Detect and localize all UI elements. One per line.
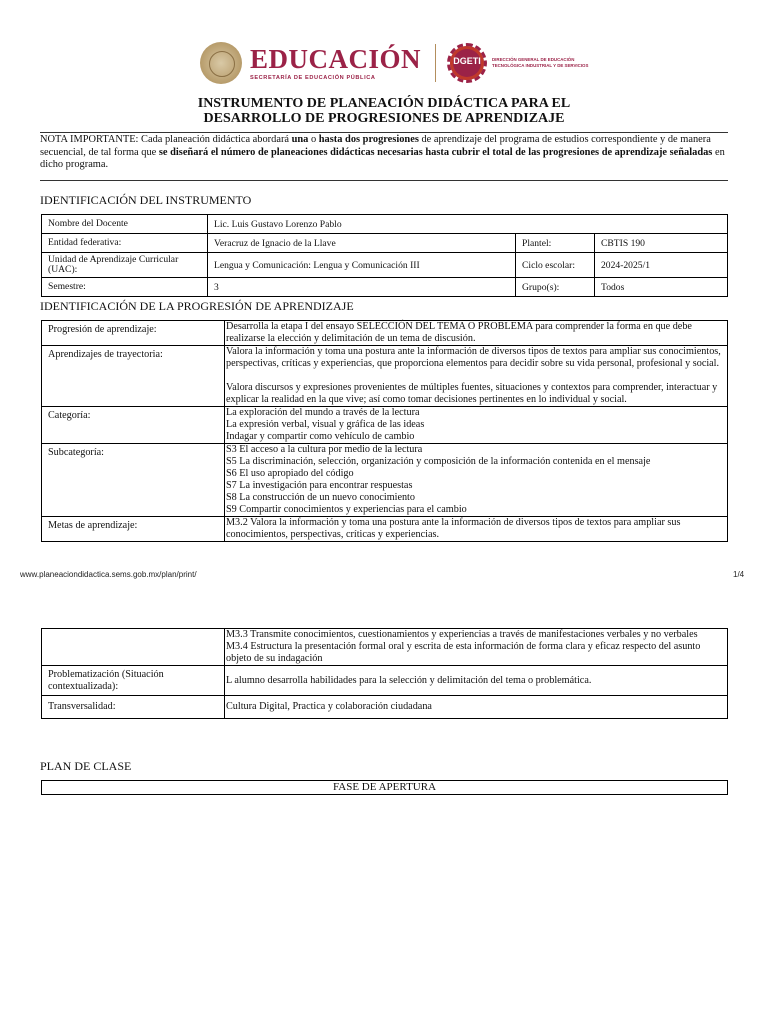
mexico-seal-icon — [200, 42, 242, 84]
entidad-value: Veracruz de Ignacio de la Llave — [208, 234, 516, 253]
uac-label: Unidad de Aprendizaje Curricular (UAC): — [42, 253, 208, 278]
metas-label-continued — [42, 629, 225, 666]
footer-url: www.planeaciondidactica.sems.gob.mx/plan/print/ — [20, 570, 197, 579]
table-row — [42, 321, 728, 346]
problematizacion-value: L alumno desarrolla habilidades para la selección y delimitación del tema o problemática. — [225, 666, 728, 696]
dgeti-gear-icon — [450, 46, 484, 80]
grupo-value: Todos — [595, 278, 728, 297]
metas-value-m32: M3.2 Valora la información y toma una postura ante la información de diversos tipos de textos para ampliar sus conocimientos, perspectivas, críticas y experiencias. — [225, 517, 728, 542]
subcategoria-item: S3 El acceso a la cultura por medio de la lectura — [226, 444, 423, 455]
progression-table-continued — [41, 628, 728, 719]
subcategoria-value — [225, 444, 728, 517]
section-identificacion-progresion: IDENTIFICACIÓN DE LA PROGRESIÓN DE APRENDIZAJE — [40, 299, 354, 313]
subcategoria-item: S9 Compartir conocimientos y experiencias para el cambio — [226, 504, 467, 515]
progresion-value: Desarrolla la etapa I del ensayo SELECCIÓN DEL TEMA O PROBLEMA para comprender la forma en que debe realizarse la elección y delimitación de un tema de discusión. — [225, 321, 728, 346]
grupo-label: Grupo(s): — [516, 278, 595, 297]
subcategoria-label: Subcategoría: — [42, 444, 225, 517]
section-identificacion-instrumento: IDENTIFICACIÓN DEL INSTRUMENTO — [40, 193, 252, 207]
ciclo-label: Ciclo escolar: — [516, 253, 595, 278]
categoria-item: La expresión verbal, visual y gráfica de las ideas — [226, 419, 425, 430]
transversalidad-label: Transversalidad: — [42, 696, 225, 719]
metas-value-continued — [225, 629, 728, 666]
document-title-line-2: DESARROLLO DE PROGRESIONES DE APRENDIZAJE — [203, 111, 565, 126]
trayectoria-paragraph-2: Valora discursos y expresiones provenientes de múltiples fuentes, situaciones y contextos para comprender, interactuar y explicar la realidad en la que vive; así como tomar decisiones pertinentes en lo individual y social. — [226, 382, 718, 405]
sep-logo-title: EDUCACIÓN — [250, 44, 422, 74]
subcategoria-item: S7 La investigación para encontrar respuestas — [226, 480, 413, 491]
phase-table — [41, 780, 728, 795]
note-bold-2: hasta dos progresiones — [318, 134, 419, 145]
semestre-label: Semestre: — [42, 278, 208, 297]
plantel-label: Plantel: — [516, 234, 595, 253]
ciclo-value: 2024-2025/1 — [595, 253, 728, 278]
trayectoria-label: Aprendizajes de trayectoria: — [42, 346, 225, 407]
docente-label: Nombre del Docente — [42, 215, 208, 234]
table-row — [42, 666, 728, 696]
note-text-3: de aprendizaje del programa de estudios correspondiente y de manera secuencial, de tal forma que — [40, 134, 711, 158]
dgeti-badge: DGETI — [453, 56, 481, 66]
table-row — [42, 517, 728, 542]
trayectoria-value — [225, 346, 728, 407]
table-row — [42, 696, 728, 719]
table-row — [42, 407, 728, 444]
note-bold-1: una — [291, 134, 309, 145]
table-row — [42, 253, 728, 278]
footer-page-number: 1/4 — [733, 570, 745, 579]
fase-apertura-header: FASE DE APERTURA — [42, 781, 728, 795]
document-title — [0, 96, 768, 126]
table-row — [42, 444, 728, 517]
subcategoria-item: S8 La construcción de un nuevo conocimiento — [226, 492, 415, 503]
table-row — [42, 278, 728, 297]
dgeti-logo-text — [492, 57, 588, 69]
progression-table — [41, 320, 728, 542]
docente-value: Lic. Luis Gustavo Lorenzo Pablo — [208, 215, 728, 234]
subcategoria-item: S6 El uso apropiado del código — [226, 468, 354, 479]
table-row — [42, 234, 728, 253]
dgeti-line-2: TECNOLÓGICA INDUSTRIAL Y DE SERVICIOS — [492, 63, 589, 68]
semestre-value: 3 — [208, 278, 516, 297]
sep-logo — [250, 45, 421, 81]
table-row — [42, 629, 728, 666]
note-bold-3: se diseñará el número de planeaciones didácticas necesarias hasta cubrir el total de las progresiones de aprendizaje señaladas — [158, 146, 713, 158]
categoria-item: La exploración del mundo a través de la lectura — [226, 407, 420, 418]
categoria-label: Categoría: — [42, 407, 225, 444]
paragraph-gap — [226, 370, 726, 382]
categoria-item: Indagar y compartir como vehículo de cambio — [226, 431, 415, 442]
metas-label: Metas de aprendizaje: — [42, 517, 225, 542]
identification-table — [41, 214, 728, 297]
trayectoria-paragraph-1: Valora la información y toma una postura ante la información de diversos tipos de textos para ampliar sus conocimientos, perspectivas, críticas y experiencias, que proporciona elementos para decidir sobre su vida personal, profesional y social. — [226, 346, 721, 369]
subcategoria-item: S5 La discriminación, selección, organización y composición de la información contenida en el mensaje — [226, 456, 651, 467]
dgeti-line-1: DIRECCIÓN GENERAL DE EDUCACIÓN — [492, 57, 575, 62]
section-plan-de-clase: PLAN DE CLASE — [40, 759, 132, 773]
table-row — [42, 215, 728, 234]
entidad-label: Entidad federativa: — [42, 234, 208, 253]
sep-logo-subtitle: SECRETARÍA DE EDUCACIÓN PÚBLICA — [250, 75, 376, 81]
transversalidad-value: Cultura Digital, Practica y colaboración ciudadana — [225, 696, 728, 719]
page-2 — [0, 600, 768, 1024]
categoria-value — [225, 407, 728, 444]
progresion-label: Progresión de aprendizaje: — [42, 321, 225, 346]
metas-m34: M3.4 Estructura la presentación formal oral y escrita de esta información de forma clara y eficaz respecto del asunto objeto de su indagación — [226, 641, 701, 664]
metas-m33: M3.3 Transmite conocimientos, cuestionamientos y experiencias a través de manifestaciones verbales y no verbales — [226, 629, 698, 640]
note-text-4: en dicho programa. — [40, 146, 725, 170]
uac-value: Lengua y Comunicación: Lengua y Comunicación III — [208, 253, 516, 278]
problematizacion-label: Problematización (Situación contextualizada): — [42, 666, 225, 696]
note-text-2: o — [308, 134, 319, 145]
header-logos — [200, 40, 588, 86]
important-note — [40, 132, 728, 181]
plantel-value: CBTIS 190 — [595, 234, 728, 253]
document-title-line-1: INSTRUMENTO DE PLANEACIÓN DIDÁCTICA PARA EL — [197, 96, 571, 111]
table-row — [42, 781, 728, 795]
logo-divider — [435, 44, 436, 82]
note-text-1: NOTA IMPORTANTE: Cada planeación didáctica abordará — [40, 134, 292, 145]
table-row — [42, 346, 728, 407]
